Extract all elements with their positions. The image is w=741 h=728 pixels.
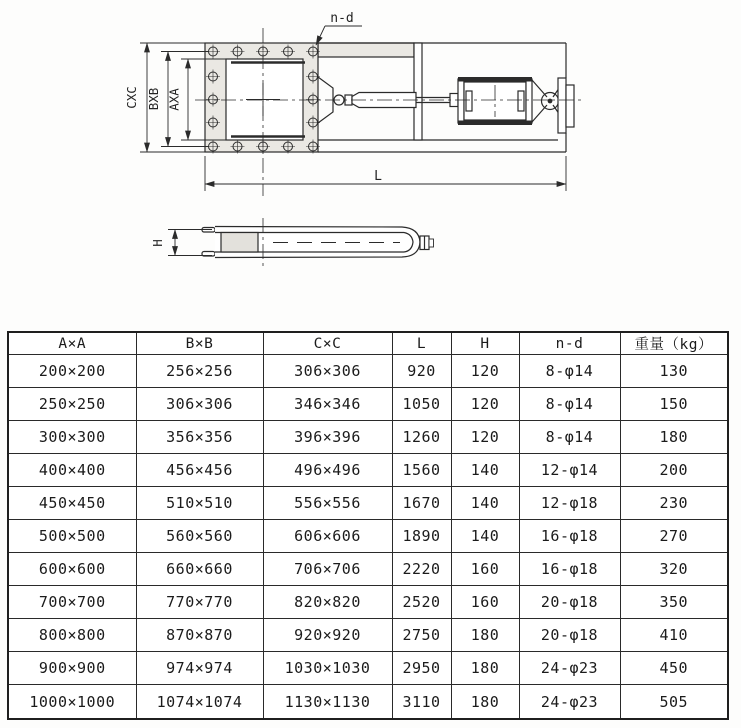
table-cell: 770×770: [136, 586, 263, 619]
table-cell: 3110: [392, 685, 451, 719]
table-cell: 12-φ14: [519, 454, 620, 487]
table-cell: 456×456: [136, 454, 263, 487]
table-cell: 20-φ18: [519, 586, 620, 619]
table-row: [8, 619, 728, 652]
table-cell: 606×606: [263, 520, 392, 553]
table-cell: 8-φ14: [519, 421, 620, 454]
table-row: [8, 520, 728, 553]
column-header: n-d: [519, 332, 620, 355]
table-cell: 306×306: [136, 388, 263, 421]
table-cell: 1560: [392, 454, 451, 487]
dim-label-cxc: CXC: [124, 86, 139, 109]
leader-n-d: [316, 26, 362, 45]
table-cell: 870×870: [136, 619, 263, 652]
table-row: [8, 355, 728, 388]
table-cell: 920×920: [263, 619, 392, 652]
table-row: [8, 388, 728, 421]
table-cell: 510×510: [136, 487, 263, 520]
table-cell: 180: [451, 652, 519, 685]
dim-label-h: H: [150, 239, 165, 247]
table-cell: 1050: [392, 388, 451, 421]
table-cell: 140: [451, 487, 519, 520]
table-cell: 180: [451, 619, 519, 652]
table-cell: 350: [620, 586, 728, 619]
table-cell: 496×496: [263, 454, 392, 487]
column-header: H: [451, 332, 519, 355]
column-header: 重量（kg）: [620, 332, 728, 355]
table-cell: 16-φ18: [519, 553, 620, 586]
table-cell: 8-φ14: [519, 388, 620, 421]
table-cell: 306×306: [263, 355, 392, 388]
table-cell: 700×700: [8, 586, 136, 619]
table-cell: 450×450: [8, 487, 136, 520]
table-row: [8, 553, 728, 586]
table-cell: 24-φ23: [519, 652, 620, 685]
table-cell: 130: [620, 355, 728, 388]
column-header: C×C: [263, 332, 392, 355]
table-cell: 180: [620, 421, 728, 454]
table-cell: 560×560: [136, 520, 263, 553]
table-row: [8, 685, 728, 719]
table-cell: 1074×1074: [136, 685, 263, 719]
table-cell: 706×706: [263, 553, 392, 586]
table-cell: 505: [620, 685, 728, 719]
gate-body-profile: [202, 227, 434, 258]
table-row: [8, 454, 728, 487]
dim-label-bxb: BXB: [146, 87, 161, 111]
dim-label-axa: AXA: [166, 88, 182, 111]
table-cell: 1890: [392, 520, 451, 553]
column-header: B×B: [136, 332, 263, 355]
table-cell: 396×396: [263, 421, 392, 454]
dimension-spec-table: [7, 331, 729, 720]
table-cell: 800×800: [8, 619, 136, 652]
table-cell: 1030×1030: [263, 652, 392, 685]
table-cell: 450: [620, 652, 728, 685]
table-cell: 200: [620, 454, 728, 487]
spec-table: [7, 331, 729, 720]
table-cell: 1130×1130: [263, 685, 392, 719]
table-cell: 820×820: [263, 586, 392, 619]
table-row: [8, 487, 728, 520]
table-cell: 140: [451, 454, 519, 487]
table-cell: 140: [451, 520, 519, 553]
table-cell: 974×974: [136, 652, 263, 685]
table-cell: 20-φ18: [519, 619, 620, 652]
table-cell: 1000×1000: [8, 685, 136, 719]
table-cell: 12-φ18: [519, 487, 620, 520]
dimension-l: [205, 156, 566, 191]
column-header: A×A: [8, 332, 136, 355]
table-row: [8, 586, 728, 619]
dim-label-n-d: n-d: [330, 11, 354, 26]
table-cell: 270: [620, 520, 728, 553]
table-cell: 150: [620, 388, 728, 421]
table-cell: 160: [451, 586, 519, 619]
table-cell: 8-φ14: [519, 355, 620, 388]
table-cell: 346×346: [263, 388, 392, 421]
table-cell: 356×356: [136, 421, 263, 454]
table-cell: 230: [620, 487, 728, 520]
table-cell: 16-φ18: [519, 520, 620, 553]
table-cell: 160: [451, 553, 519, 586]
table-cell: 24-φ23: [519, 685, 620, 719]
table-cell: 120: [451, 388, 519, 421]
table-cell: 410: [620, 619, 728, 652]
table-cell: 600×600: [8, 553, 136, 586]
table-cell: 180: [451, 685, 519, 719]
table-cell: 120: [451, 355, 519, 388]
rear-bracket: [532, 78, 574, 133]
valve-technical-drawing: [0, 0, 741, 322]
table-cell: 920: [392, 355, 451, 388]
table-cell: 900×900: [8, 652, 136, 685]
column-header: L: [392, 332, 451, 355]
table-cell: 556×556: [263, 487, 392, 520]
table-cell: 660×660: [136, 553, 263, 586]
table-cell: 200×200: [8, 355, 136, 388]
table-cell: 2950: [392, 652, 451, 685]
table-cell: 400×400: [8, 454, 136, 487]
table-cell: 320: [620, 553, 728, 586]
table-cell: 2220: [392, 553, 451, 586]
table-row: [8, 652, 728, 685]
table-cell: 2520: [392, 586, 451, 619]
dim-label-l: L: [374, 169, 382, 184]
table-cell: 500×500: [8, 520, 136, 553]
table-body: [8, 355, 728, 720]
table-cell: 250×250: [8, 388, 136, 421]
side-view: [150, 218, 434, 267]
table-cell: 2750: [392, 619, 451, 652]
table-cell: 1260: [392, 421, 451, 454]
table-cell: 300×300: [8, 421, 136, 454]
table-cell: 120: [451, 421, 519, 454]
table-row: [8, 421, 728, 454]
table-cell: 256×256: [136, 355, 263, 388]
table-cell: 1670: [392, 487, 451, 520]
pneumatic-cylinder: [458, 77, 532, 125]
main-view: [195, 28, 585, 196]
table-header-row: [8, 332, 728, 355]
